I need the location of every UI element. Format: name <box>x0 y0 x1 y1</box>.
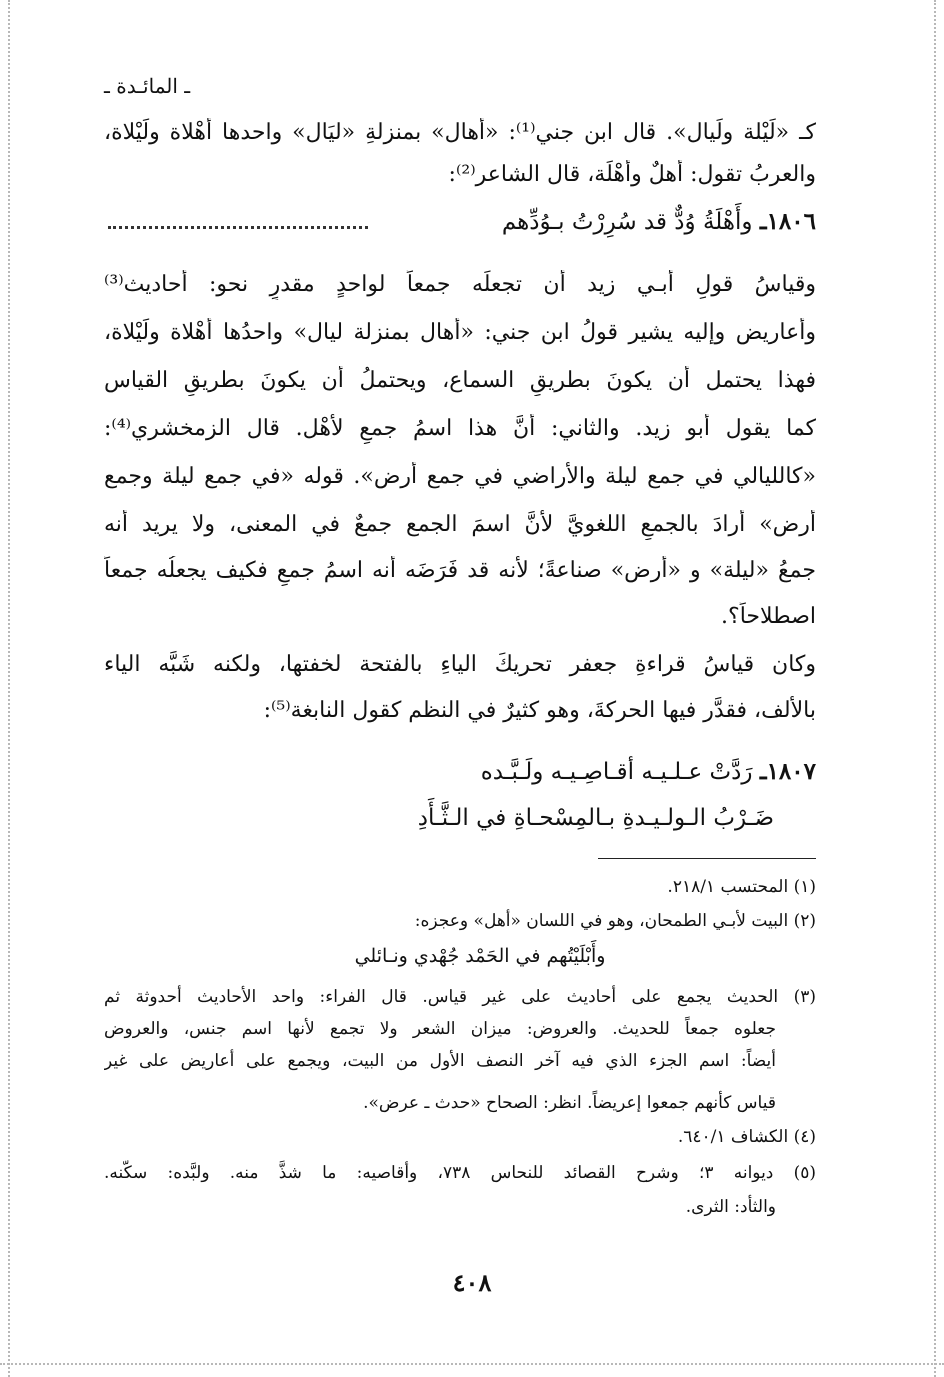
body-line: وكان قياسُ قراءةِ جعفر تحريكَ الياءِ بالفتحة لخفتها، ولكنه شَبَّه الياء <box>104 652 816 677</box>
body-line: وقياسُ قولِ أبـي زيد أن تجعلَه جمعاً لواحدٍ مقدرٍ نحو: أحاديث⁽³⁾ <box>104 272 816 297</box>
verse-hemistich-2: ضَـرْبُ الـولـيـدةِ بـالمِسْحـاةِ في الـثَّـأَدِ <box>417 805 774 831</box>
body-line: كما يقول أبو زيد. والثاني: أنَّ هذا اسمُ جمعٍ لأَهْل. قال الزمخشري⁽⁴⁾: <box>104 416 816 441</box>
body-line: جمعُ «ليلة» و «أرض» صناعةً؛ لأنه قد فَرَضَه أنه اسمُ جمعٍ فكيف يجعلُه جمعاً <box>104 558 816 583</box>
verse-1806 <box>104 206 816 238</box>
footnote-2-verse: وأَبْلَيْتُهم في الحَمْد جُهْدي ونـائلي <box>354 945 606 967</box>
verse-hemistich-1: رَدَّتْ عـلـيـه أقـاصِـيـه ولَـبَّـده <box>480 759 753 785</box>
footnote-5-line: (٥) ديوانه ٣؛ وشرح القصائد للنحاس ٧٣٨، وأقاصيه: ما شذَّ منه. ولبَّده: سكَّنه. <box>104 1163 816 1183</box>
body-line: أرض» أرادَ بالجمعِ اللغويَّ لأنَّ اسمَ الجمع جمعٌ في المعنى، ولا يريد أنه <box>104 512 816 537</box>
body-line: والعربُ تقول: أهلٌ وأَهْلَة، قال الشاعر⁽²⁾: <box>448 162 816 187</box>
footnote-3-line: (٣) الحديث يجمع على أحاديث على غير قياس. قال الفراء: واحد الأحاديث أحدوثة ثم <box>104 987 816 1007</box>
footnote-5-line: والثأد: الثرى. <box>685 1197 776 1217</box>
verse-number: ١٨٠٧ـ <box>759 758 816 785</box>
scan-edge-right <box>934 0 936 1377</box>
footnote-3-line: قياس كأنهم جمعوا إعريضاً. انظر: الصحاح «حدث ـ عرض». <box>363 1093 776 1113</box>
body-line: بالألف، فقدَّر فيها الحركةَ، وهو كثيرٌ في النظم كقول النابغة⁽⁵⁾: <box>263 698 816 723</box>
scan-edge-left <box>8 0 10 1377</box>
body-line: وأعاريض وإليه يشير قولُ ابن جني: «أهال بمنزلة ليال» واحدُها أَهْلاة ولَيْلاة، <box>104 320 816 345</box>
body-line: «كالليالي في جمع ليلة والأراضي في جمع أرض». قوله «في جمع ليلة وجمع <box>104 464 816 489</box>
body-line: اصطلاحاً؟. <box>721 604 816 629</box>
verse-number: ١٨٠٦ـ <box>759 208 816 235</box>
page-number: ٤٠٨ <box>452 1268 492 1297</box>
verse-1807-first <box>104 756 816 788</box>
verse-ellipsis-dots <box>108 226 368 229</box>
scan-edge-bottom <box>0 1363 944 1365</box>
footnote-separator <box>598 858 816 859</box>
verse-1807-second <box>104 802 774 834</box>
footnote-3-line: جعلوه جمعاً للحديث. والعروض: ميزان الشعر ولا تجمع لأنها اسم جنس، والعروض <box>104 1019 776 1039</box>
body-line: كـ «لَيْلة ولَيال». قال ابن جني⁽¹⁾: «أهال» بمنزلةِ «ليَال» واحدها أَهْلاة ولَيْلاة، <box>104 120 816 145</box>
footnote-3-line: أيضاً: اسم الجزء الذي فيه آخر النصف الأول من البيت، ويجمع على أعاريض على غير <box>104 1051 776 1071</box>
body-line: فهذا يحتمل أن يكونَ بطريقِ السماع، ويحتملُ أن يكونَ بطريقِ القياس <box>104 368 816 393</box>
verse-text: وأَهْلَةُ وُدٌّ قد سُرِرْتُ بـوُدِّهم <box>501 209 753 235</box>
footnote-1: (١) المحتسب ٢١٨/١. <box>667 877 816 897</box>
footnote-2: (٢) البيت لأبـي الطمحان، وهو في اللسان «أهل» وعجزه: <box>414 911 816 931</box>
footnote-4: (٤) الكشاف ٦٤٠/١. <box>677 1127 816 1147</box>
running-header: ـ المائـدة ـ <box>104 74 191 98</box>
